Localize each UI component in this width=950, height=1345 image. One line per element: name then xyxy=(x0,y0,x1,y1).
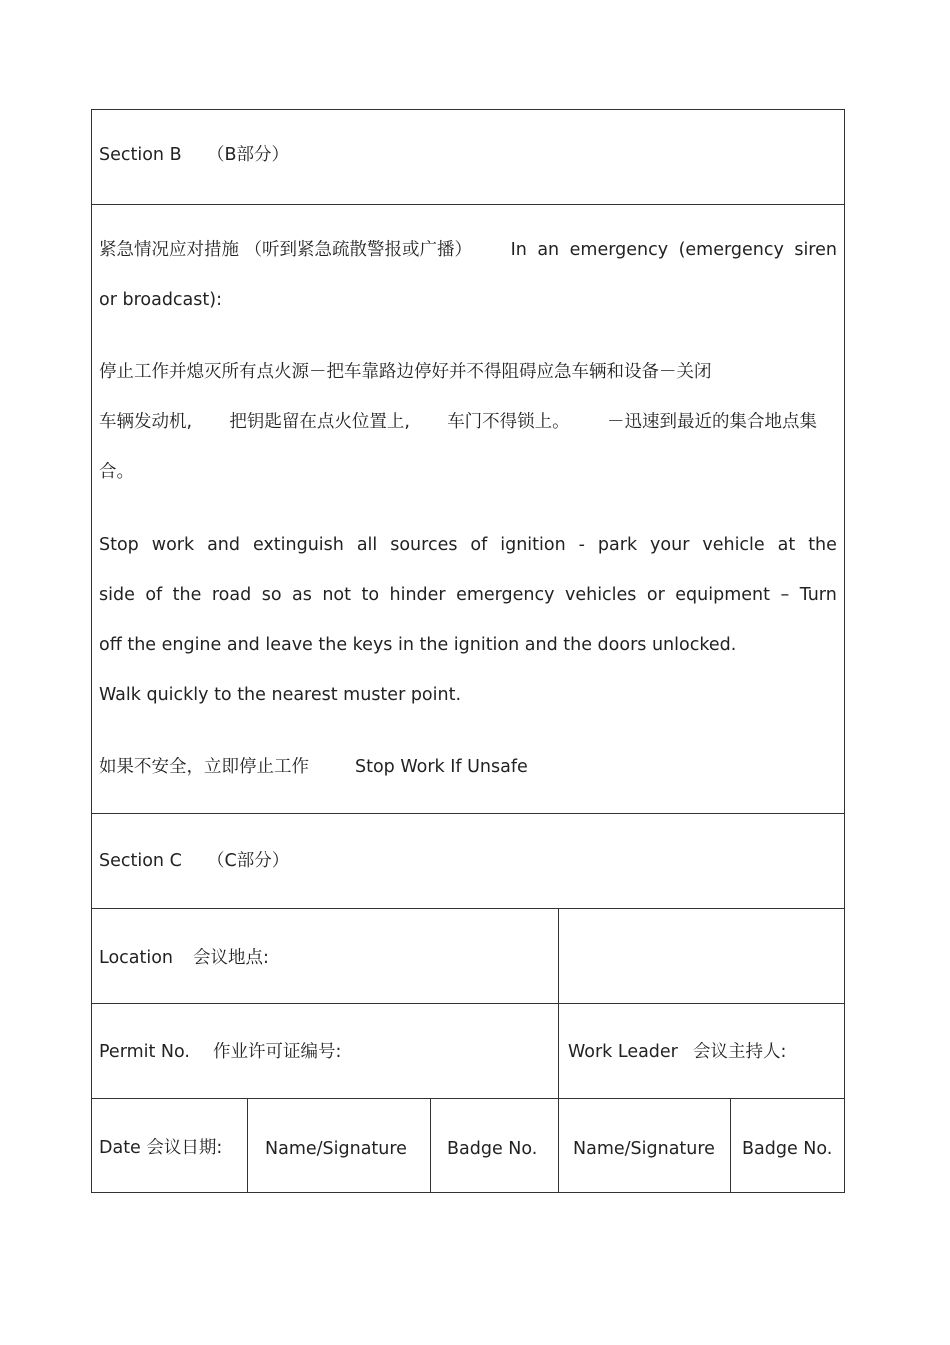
instruction-en-line1-word: vehicle xyxy=(702,535,765,555)
emergency-heading-en-w1: an xyxy=(537,240,560,260)
instruction-en-line2-word: as xyxy=(292,585,312,605)
instruction-en-line1-word: at xyxy=(777,535,796,555)
instruction-en-line2-word: hinder xyxy=(389,585,446,605)
instruction-en-line2-word: equipment xyxy=(675,585,770,605)
work-leader-label-cn: 会议主持人: xyxy=(693,1042,787,1062)
badge-no-header-2: Badge No. xyxy=(742,1139,833,1159)
safety-briefing-form xyxy=(91,109,845,1193)
location-field[interactable] xyxy=(559,909,844,1003)
instruction-en-line1-word: sources xyxy=(390,535,458,555)
permit-label: Permit No. xyxy=(99,1042,190,1062)
instruction-en-line2-word: so xyxy=(261,585,282,605)
instruction-en-line1-word: park xyxy=(597,535,638,555)
instruction-en-line2-word: – xyxy=(780,585,790,605)
instruction-en-line1-word: of xyxy=(470,535,488,555)
instruction-en-line1-word: all xyxy=(356,535,378,555)
instruction-en-line1-word: ignition xyxy=(500,535,566,555)
work-leader-label: Work Leader xyxy=(568,1042,678,1062)
emergency-heading-line2: or broadcast): xyxy=(99,290,222,310)
divider-section-b xyxy=(92,204,844,205)
instruction-cn-line2 xyxy=(99,411,817,433)
instruction-cn-line1: 停止工作并熄灭所有点火源－把车靠路边停好并不得阻碍应急车辆和设备－关闭 xyxy=(99,362,712,382)
instruction-en-line2-word: the xyxy=(172,585,202,605)
section-c-title: Section C xyxy=(99,851,182,871)
instruction-en-line1-word: Stop xyxy=(99,535,139,555)
instruction-en-line2-word: not xyxy=(322,585,351,605)
date-label: Date 会议日期: xyxy=(99,1138,223,1158)
instruction-en-line1-word: the xyxy=(808,535,837,555)
instruction-en-line2-word: side xyxy=(99,585,135,605)
column-divider-main xyxy=(558,908,559,1193)
stop-work-en: Stop Work If Unsafe xyxy=(355,757,528,777)
name-signature-header-1: Name/Signature xyxy=(265,1139,407,1159)
stop-work-cn: 如果不安全，立即停止工作 xyxy=(99,757,309,777)
column-divider-name-2 xyxy=(730,1098,731,1193)
column-divider-name-1 xyxy=(430,1098,431,1193)
section-b-title: Section B xyxy=(99,145,182,165)
instruction-en-line2 xyxy=(99,584,837,606)
instruction-en-line1-word: your xyxy=(650,535,690,555)
instruction-en-line2-word: of xyxy=(145,585,163,605)
instruction-cn-line2-part2: 把钥匙留在点火位置上, xyxy=(229,412,410,432)
divider-section-c xyxy=(92,813,844,814)
instruction-en-line2-word: vehicles xyxy=(564,585,637,605)
instruction-en-line2-word: Turn xyxy=(799,585,837,605)
instruction-en-line3: off the engine and leave the keys in the ignition and the doors unlocked. xyxy=(99,635,737,655)
divider-permit-row xyxy=(92,1003,844,1004)
location-label-cn: 会议地点: xyxy=(193,948,269,968)
location-label: Location xyxy=(99,948,174,968)
section-c-title-cn: （C部分） xyxy=(207,851,290,871)
instruction-cn-line3: 合。 xyxy=(99,462,134,482)
section-b-title-cn: （B部分） xyxy=(207,145,290,165)
emergency-heading-en-w2: emergency xyxy=(569,240,669,260)
instruction-en-line1-word: - xyxy=(578,535,585,555)
emergency-heading-cn: 紧急情况应对措施 （听到紧急疏散警报或广播） xyxy=(99,240,473,260)
instruction-en-line1 xyxy=(99,534,837,556)
instruction-en-line2-word: to xyxy=(361,585,380,605)
instruction-cn-line2-part1: 车辆发动机, xyxy=(99,412,193,432)
emergency-heading-en-w0: In xyxy=(510,240,527,260)
instruction-en-line1-word: work xyxy=(151,535,195,555)
permit-label-cn: 作业许可证编号: xyxy=(213,1042,342,1062)
emergency-heading-en-w4: siren xyxy=(794,240,837,260)
instruction-en-line2-word: road xyxy=(211,585,252,605)
instruction-en-line4: Walk quickly to the nearest muster point. xyxy=(99,685,462,705)
instruction-cn-line2-part4: －迅速到最近的集合地点集 xyxy=(606,412,817,432)
instruction-en-line2-word: emergency xyxy=(456,585,555,605)
column-divider-date xyxy=(247,1098,248,1193)
name-signature-header-2: Name/Signature xyxy=(573,1139,715,1159)
emergency-heading-en-w3: (emergency xyxy=(678,240,784,260)
instruction-en-line2-word: or xyxy=(646,585,665,605)
divider-signature-row xyxy=(92,1098,844,1099)
instruction-en-line1-word: and xyxy=(207,535,240,555)
emergency-heading-line1 xyxy=(99,239,837,261)
instruction-cn-line2-part3: 车门不得锁上。 xyxy=(447,412,570,432)
badge-no-header-1: Badge No. xyxy=(447,1139,538,1159)
instruction-en-line1-word: extinguish xyxy=(252,535,344,555)
